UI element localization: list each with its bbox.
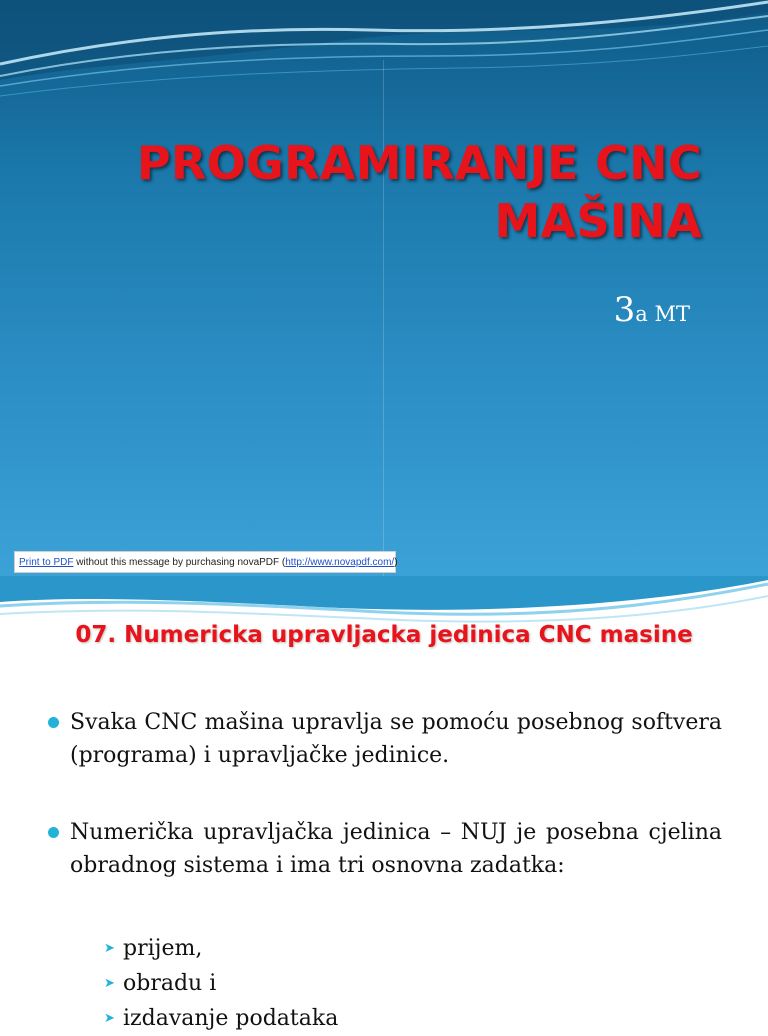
slide-subtitle [614, 290, 690, 330]
arrowhead-bullet-icon: ➤ [104, 941, 115, 956]
bullet-list [48, 706, 722, 926]
sub-bullet-list [104, 931, 338, 1036]
content-slide [0, 576, 768, 1031]
bullet-text: Numerička upravljačka jedinica – NUJ je posebna cjelina obradnog sistema i ima tri osnovna zadatka: [70, 820, 722, 878]
print-to-pdf-link[interactable]: Print to PDF [19, 557, 74, 568]
sub-bullet-text: prijem, [123, 936, 203, 961]
list-item [48, 706, 722, 772]
banner-close-paren: ) [394, 557, 398, 568]
sub-list-item [104, 931, 338, 966]
sub-bullet-text: obradu i [123, 971, 217, 996]
bullet-icon [48, 717, 59, 728]
title-line-2: MAŠINA [494, 194, 702, 248]
sub-list-item [104, 1001, 338, 1036]
subtitle-text: a MT [635, 302, 690, 326]
bullet-text: Svaka CNC mašina upravlja se pomoću posebnog softvera (programa) i upravljačke jedinice. [70, 710, 722, 768]
list-item [48, 816, 722, 882]
subtitle-number: 3 [613, 290, 636, 330]
sub-list-item [104, 966, 338, 1001]
banner-message: without this message by purchasing novaPDF ( [73, 557, 286, 568]
arrowhead-bullet-icon: ➤ [104, 976, 115, 991]
wave-decoration [0, 0, 768, 140]
slide-title [62, 134, 702, 250]
sub-bullet-text: izdavanje podataka [123, 1006, 339, 1031]
slide-heading: 07. Numericka upravljacka jedinica CNC masine [75, 622, 693, 648]
novapdf-url-link[interactable]: http://www.novapdf.com/ [285, 557, 395, 568]
bullet-icon [48, 827, 59, 838]
title-line-1: PROGRAMIRANJE CNC [136, 136, 702, 190]
arrowhead-bullet-icon: ➤ [104, 1011, 115, 1026]
novapdf-watermark-banner [14, 551, 396, 573]
